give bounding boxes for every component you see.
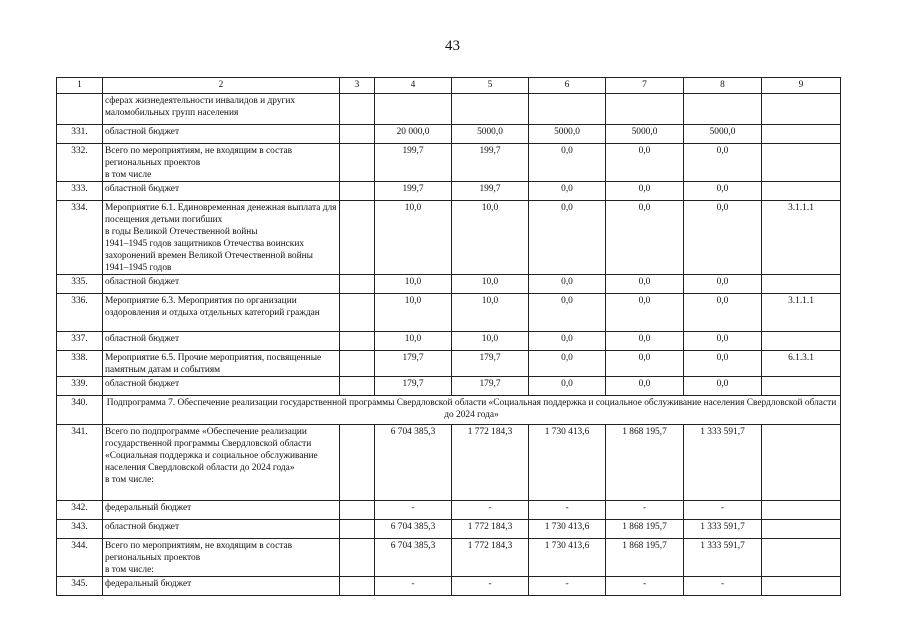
amount-c4: 199,7 <box>375 144 452 182</box>
table-row <box>57 182 841 201</box>
amount-c5: - <box>452 501 529 520</box>
row-number: 338. <box>57 351 103 377</box>
amount-c7: 1 868 195,7 <box>606 539 684 577</box>
amount-c4: 10,0 <box>375 294 452 332</box>
amount-c8: 0,0 <box>684 351 762 377</box>
row-description: сферах жизнедеятельности инвалидов и других маломобильных групп населения <box>103 94 340 125</box>
table-row <box>57 577 841 596</box>
table-row <box>57 377 841 396</box>
amount-c4: - <box>375 501 452 520</box>
table-row <box>57 425 841 501</box>
row-number: 342. <box>57 501 103 520</box>
budget-table <box>56 77 841 596</box>
amount-c4: 179,7 <box>375 351 452 377</box>
amount-c5: - <box>452 577 529 596</box>
amount-c5: 179,7 <box>452 351 529 377</box>
amount-c6: 0,0 <box>529 201 606 275</box>
row-description: федеральный бюджет <box>103 501 340 520</box>
target-indicator: 6.1.3.1 <box>762 351 841 377</box>
target-indicator <box>762 275 841 294</box>
cell-col-3 <box>340 182 375 201</box>
amount-c7: 0,0 <box>606 275 684 294</box>
table-row <box>57 94 841 125</box>
table-row <box>57 351 841 377</box>
amount-c8: - <box>684 577 762 596</box>
amount-c6: 0,0 <box>529 144 606 182</box>
row-number: 337. <box>57 332 103 351</box>
row-number: 343. <box>57 520 103 539</box>
target-indicator <box>762 425 841 501</box>
amount-c4: 6 704 385,3 <box>375 425 452 501</box>
cell-col-3 <box>340 351 375 377</box>
row-number: 345. <box>57 577 103 596</box>
row-description: федеральный бюджет <box>103 577 340 596</box>
cell-col-3 <box>340 125 375 144</box>
amount-c5: 10,0 <box>452 201 529 275</box>
table-row <box>57 501 841 520</box>
subprogram-row <box>57 396 841 425</box>
column-header-4: 4 <box>375 78 452 94</box>
amount-c7: 0,0 <box>606 182 684 201</box>
amount-c5: 10,0 <box>452 332 529 351</box>
amount-c5: 5000,0 <box>452 125 529 144</box>
row-number: 341. <box>57 425 103 501</box>
amount-c8: 1 333 591,7 <box>684 425 762 501</box>
target-indicator <box>762 182 841 201</box>
amount-c8: 0,0 <box>684 182 762 201</box>
amount-c6: 0,0 <box>529 182 606 201</box>
row-description: Всего по подпрограмме «Обеспечение реализации государственной программы Свердловской области «Социальная поддержка и социальное обслуживание населения Свердловской области до 2024 года» в том числе: <box>103 425 340 501</box>
column-header-6: 6 <box>529 78 606 94</box>
cell-col-3 <box>340 520 375 539</box>
amount-c7: 0,0 <box>606 294 684 332</box>
row-description: областной бюджет <box>103 520 340 539</box>
row-number: 344. <box>57 539 103 577</box>
row-description: областной бюджет <box>103 332 340 351</box>
column-header-9: 9 <box>762 78 841 94</box>
table-row <box>57 201 841 275</box>
amount-c4: - <box>375 577 452 596</box>
target-indicator: 3.1.1.1 <box>762 201 841 275</box>
amount-c8: - <box>684 501 762 520</box>
subprogram-title: Подпрограмма 7. Обеспечение реализации государственной программы Свердловской области «Социальная поддержка и социальное обслуживание населения Свердловской области до 2024 года» <box>103 396 841 425</box>
column-header-1: 1 <box>57 78 103 94</box>
amount-c4 <box>375 94 452 125</box>
cell-col-3 <box>340 332 375 351</box>
amount-c5 <box>452 94 529 125</box>
row-number: 331. <box>57 125 103 144</box>
amount-c7: 5000,0 <box>606 125 684 144</box>
amount-c7: 0,0 <box>606 377 684 396</box>
target-indicator <box>762 539 841 577</box>
target-indicator <box>762 377 841 396</box>
amount-c8: 5000,0 <box>684 125 762 144</box>
amount-c5: 10,0 <box>452 294 529 332</box>
target-indicator <box>762 144 841 182</box>
row-number: 332. <box>57 144 103 182</box>
row-description: Мероприятие 6.1. Единовременная денежная выплата для посещения детьми погибших в годы Великой Отечественной войны 1941–1945 годов защитников Отечества воинских захоронений времен Великой Отечественной войны 1941–1945 годов <box>103 201 340 275</box>
target-indicator <box>762 501 841 520</box>
amount-c6: 0,0 <box>529 294 606 332</box>
row-number: 336. <box>57 294 103 332</box>
target-indicator <box>762 520 841 539</box>
target-indicator <box>762 577 841 596</box>
amount-c4: 6 704 385,3 <box>375 539 452 577</box>
amount-c8: 1 333 591,7 <box>684 520 762 539</box>
row-description: областной бюджет <box>103 377 340 396</box>
amount-c8: 0,0 <box>684 294 762 332</box>
row-description: Мероприятие 6.3. Мероприятия по организации оздоровления и отдыха отдельных категорий граждан <box>103 294 340 332</box>
amount-c7: 0,0 <box>606 351 684 377</box>
row-number <box>57 94 103 125</box>
amount-c4: 20 000,0 <box>375 125 452 144</box>
target-indicator <box>762 332 841 351</box>
amount-c7: 0,0 <box>606 201 684 275</box>
row-description: Всего по мероприятиям, не входящим в состав региональных проектов в том числе: <box>103 539 340 577</box>
row-number: 334. <box>57 201 103 275</box>
column-header-5: 5 <box>452 78 529 94</box>
amount-c6: 0,0 <box>529 351 606 377</box>
table-row <box>57 275 841 294</box>
amount-c5: 179,7 <box>452 377 529 396</box>
table-row <box>57 332 841 351</box>
target-indicator: 3.1.1.1 <box>762 294 841 332</box>
column-header-8: 8 <box>684 78 762 94</box>
row-description: Мероприятие 6.5. Прочие мероприятия, посвященные памятным датам и событиям <box>103 351 340 377</box>
amount-c4: 199,7 <box>375 182 452 201</box>
amount-c7 <box>606 94 684 125</box>
amount-c8: 0,0 <box>684 275 762 294</box>
amount-c5: 1 772 184,3 <box>452 539 529 577</box>
column-header-7: 7 <box>606 78 684 94</box>
amount-c6: 1 730 413,6 <box>529 520 606 539</box>
row-description: Всего по мероприятиям, не входящим в состав региональных проектов в том числе <box>103 144 340 182</box>
target-indicator <box>762 94 841 125</box>
cell-col-3 <box>340 501 375 520</box>
table-row <box>57 539 841 577</box>
amount-c7: 0,0 <box>606 144 684 182</box>
amount-c8: 0,0 <box>684 377 762 396</box>
amount-c8 <box>684 94 762 125</box>
cell-col-3 <box>340 294 375 332</box>
row-number: 340. <box>57 396 103 425</box>
amount-c6: - <box>529 501 606 520</box>
amount-c5: 1 772 184,3 <box>452 520 529 539</box>
cell-col-3 <box>340 539 375 577</box>
column-number-header <box>57 78 841 94</box>
amount-c8: 0,0 <box>684 201 762 275</box>
amount-c6: 1 730 413,6 <box>529 425 606 501</box>
table-row <box>57 520 841 539</box>
amount-c8: 0,0 <box>684 144 762 182</box>
amount-c7: 0,0 <box>606 332 684 351</box>
row-number: 339. <box>57 377 103 396</box>
amount-c6: - <box>529 577 606 596</box>
amount-c5: 199,7 <box>452 144 529 182</box>
amount-c4: 10,0 <box>375 275 452 294</box>
amount-c7: - <box>606 577 684 596</box>
amount-c4: 10,0 <box>375 332 452 351</box>
amount-c8: 1 333 591,7 <box>684 539 762 577</box>
amount-c6: 0,0 <box>529 332 606 351</box>
row-number: 333. <box>57 182 103 201</box>
table-row <box>57 125 841 144</box>
cell-col-3 <box>340 377 375 396</box>
amount-c7: 1 868 195,7 <box>606 520 684 539</box>
column-header-3: 3 <box>340 78 375 94</box>
row-description: областной бюджет <box>103 275 340 294</box>
cell-col-3 <box>340 425 375 501</box>
cell-col-3 <box>340 94 375 125</box>
target-indicator <box>762 125 841 144</box>
amount-c4: 179,7 <box>375 377 452 396</box>
amount-c4: 6 704 385,3 <box>375 520 452 539</box>
column-header-2: 2 <box>103 78 340 94</box>
amount-c5: 10,0 <box>452 275 529 294</box>
cell-col-3 <box>340 201 375 275</box>
amount-c6: 1 730 413,6 <box>529 539 606 577</box>
table-row <box>57 294 841 332</box>
amount-c7: - <box>606 501 684 520</box>
row-description: областной бюджет <box>103 125 340 144</box>
amount-c6 <box>529 94 606 125</box>
page-number: 43 <box>445 38 460 54</box>
cell-col-3 <box>340 144 375 182</box>
amount-c7: 1 868 195,7 <box>606 425 684 501</box>
amount-c8: 0,0 <box>684 332 762 351</box>
amount-c4: 10,0 <box>375 201 452 275</box>
cell-col-3 <box>340 275 375 294</box>
amount-c6: 0,0 <box>529 377 606 396</box>
row-number: 335. <box>57 275 103 294</box>
amount-c6: 5000,0 <box>529 125 606 144</box>
row-description: областной бюджет <box>103 182 340 201</box>
amount-c6: 0,0 <box>529 275 606 294</box>
table-row <box>57 144 841 182</box>
amount-c5: 1 772 184,3 <box>452 425 529 501</box>
amount-c5: 199,7 <box>452 182 529 201</box>
cell-col-3 <box>340 577 375 596</box>
